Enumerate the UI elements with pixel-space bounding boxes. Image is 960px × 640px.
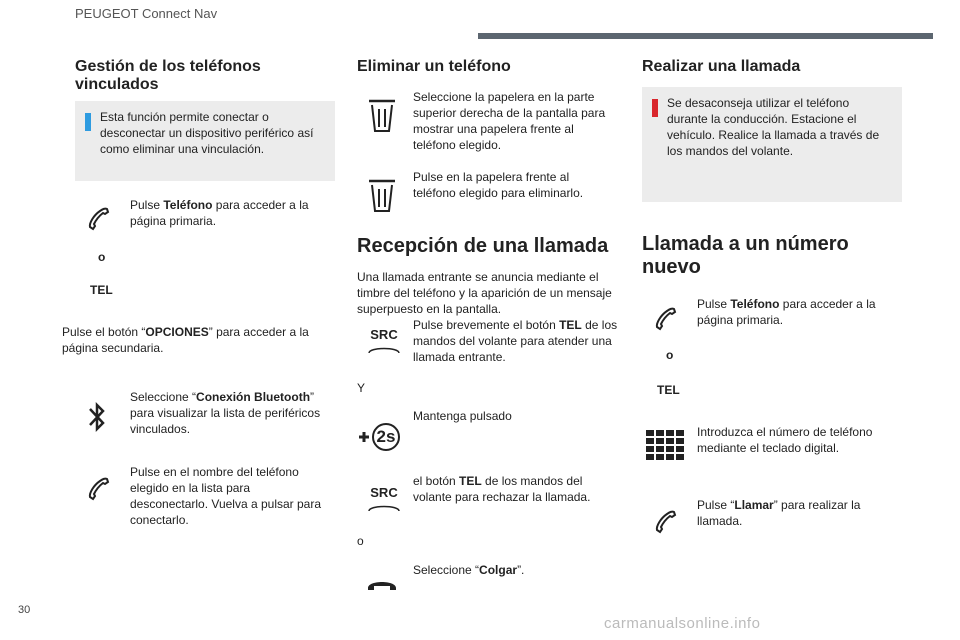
call-text: Pulse “Llamar” para realizar la llamada. [697,498,861,528]
phone-icon [653,305,679,331]
phone-icon [653,508,679,534]
src-step-1: Pulse brevemente el botón TEL de los mandos del volante para atender una llamada entrante. [413,318,618,364]
trash-step-1: Seleccione la papelera en la parte superior derecha de la pantalla para mostrar una papelera frente al teléfono elegido. [413,90,606,152]
or-label: o [98,250,106,264]
heading-delete-phone: Eliminar un teléfono [357,58,511,75]
bluetooth-icon [86,400,108,434]
src-button-icon: SRC [366,327,402,360]
bluetooth-text: Seleccione “Conexión Bluetooth” para visualizar la lista de periféricos vinculados. [130,390,321,436]
heading-new-number: Llamada a un número nuevo [642,233,849,278]
keypad-text: Introduzca el número de teléfono mediante el teclado digital. [697,425,873,455]
step-phone-primary: Pulse Teléfono para acceder a la página primaria. [130,198,309,228]
keypad-icon [646,430,684,460]
warning-text: Se desaconseja utilizar el teléfono durante la conducción. Estacione el vehículo. Realice la llamada a través de los mandos del volante. [667,96,880,158]
phone-icon [86,205,112,231]
or-label: o [357,534,364,548]
info-text: Esta función permite conectar o desconectar un dispositivo periférico así como eliminar una vinculación. [100,110,314,156]
and-label: Y [357,381,366,395]
warning-icon [652,99,658,117]
receive-intro: Una llamada entrante se anuncia mediante el timbre del teléfono y la aparición de un mensaje superpuesto en la pantalla. [357,270,612,316]
phone-name-text: Pulse en el nombre del teléfono elegido en la lista para desconectarlo. Vuelva a pulsar para conectarlo. [130,465,322,527]
hold-2s-icon: 2s [358,422,402,452]
phone-icon [86,475,112,501]
header-bar [478,33,933,39]
src-button-icon: SRC [366,485,402,518]
or-label: o [666,348,674,362]
hang-up-text: Seleccione “Colgar”. [413,563,525,577]
hang-up-icon [366,578,398,592]
info-box [75,101,335,181]
heading-make-call: Realizar una llamada [642,58,801,75]
trash-icon [367,178,397,214]
watermark: carmanualsonline.info [604,615,761,632]
tel-label: TEL [90,283,113,297]
trash-step-2: Pulse en la papelera frente al teléfono elegido para eliminarlo. [413,170,584,200]
step-phone-primary: Pulse Teléfono para acceder a la página primaria. [697,297,876,327]
info-icon [85,113,91,131]
hold-text: Mantenga pulsado [413,409,512,423]
trash-icon [367,98,397,134]
src-step-2: el botón TEL de los mandos del volante para rechazar la llamada. [413,474,591,504]
page-number: 30 [18,604,31,616]
heading-receive-call: Recepción de una llamada [357,235,609,257]
warning-box [642,87,902,202]
opciones-text: Pulse el botón “OPCIONES” para acceder a la página secundaria. [62,325,309,355]
tel-label: TEL [657,383,680,397]
header-title: PEUGEOT Connect Nav [75,6,218,21]
heading-paired-phones: Gestión de los teléfonos vinculados [75,58,261,93]
